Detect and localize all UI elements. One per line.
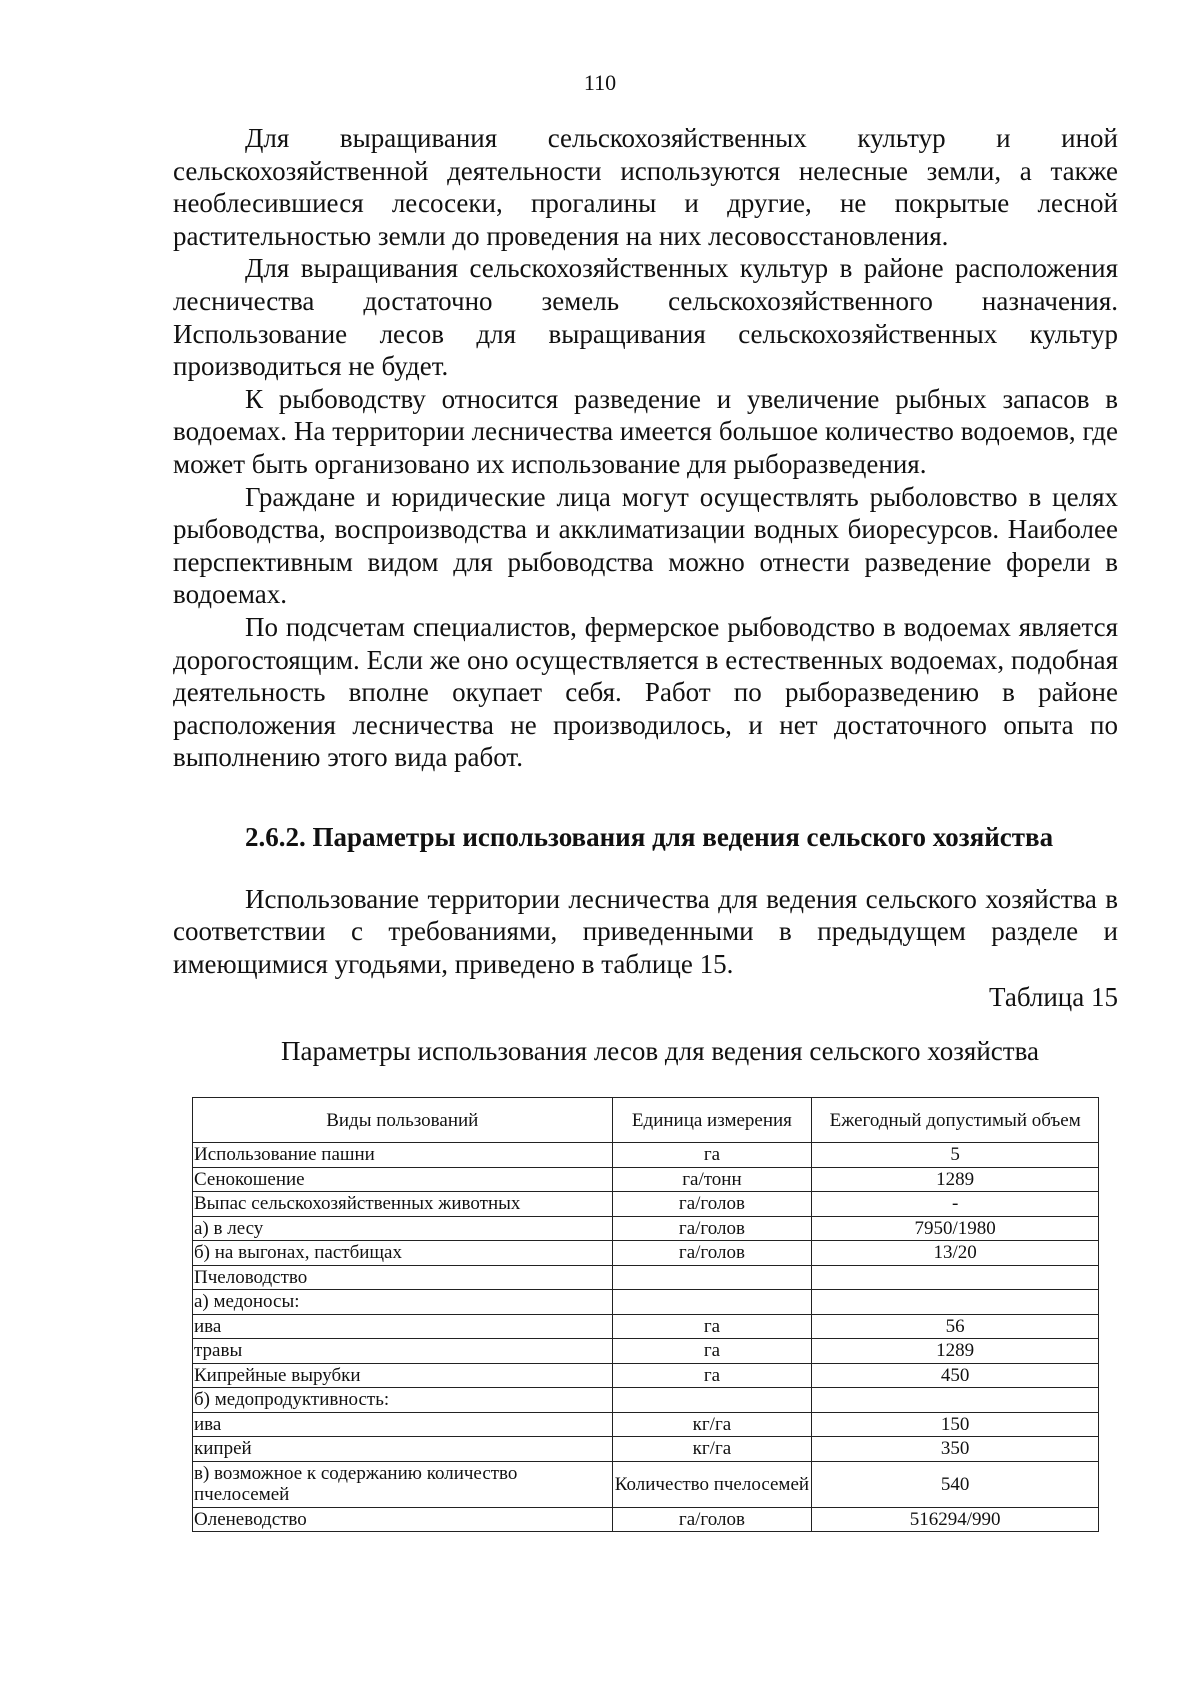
- table-row: [193, 1167, 1099, 1192]
- table-number: Таблица 15: [989, 981, 1118, 1012]
- header-annual-volume: Ежегодный допустимый объем: [812, 1098, 1099, 1143]
- cell-volume: 13/20: [812, 1241, 1099, 1266]
- cell-volume: 540: [812, 1461, 1099, 1507]
- cell-usage-type: кипрей: [193, 1437, 613, 1462]
- table-row: [193, 1314, 1099, 1339]
- table-row: [193, 1461, 1099, 1507]
- table-row: [193, 1241, 1099, 1266]
- cell-unit: кг/га: [612, 1437, 812, 1462]
- table-row: [193, 1388, 1099, 1413]
- cell-usage-type: Выпас сельскохозяйственных животных: [193, 1192, 613, 1217]
- table-row: [193, 1437, 1099, 1462]
- paragraph: По подсчетам специалистов, фермерское рыбоводство в водоемах является дорогостоящим. Если же оно осуществляется в естественных водоемах, подобная деятельность вполне окупает себя. Работ по рыборазведению в районе расположения лесничества не производилось, и нет достаточного опыта по выполнению этого вида работ.: [173, 611, 1118, 773]
- cell-volume: 350: [812, 1437, 1099, 1462]
- cell-unit: [612, 1388, 812, 1413]
- cell-usage-type: Использование пашни: [193, 1143, 613, 1168]
- cell-usage-type: Оленеводство: [193, 1507, 613, 1532]
- table-caption: Параметры использования лесов для ведения сельского хозяйства: [281, 1036, 1039, 1067]
- cell-unit: [612, 1290, 812, 1315]
- cell-volume: [812, 1265, 1099, 1290]
- cell-volume: [812, 1388, 1099, 1413]
- page-number: 110: [583, 70, 617, 95]
- cell-usage-type: в) возможное к содержанию количество пчелосемей: [193, 1461, 613, 1507]
- table-row: [193, 1412, 1099, 1437]
- cell-usage-type: травы: [193, 1339, 613, 1364]
- cell-unit: га: [612, 1363, 812, 1388]
- parameters-table: [192, 1097, 1099, 1532]
- cell-unit: кг/га: [612, 1412, 812, 1437]
- cell-unit: га/тонн: [612, 1167, 812, 1192]
- cell-usage-type: Сенокошение: [193, 1167, 613, 1192]
- cell-volume: 516294/990: [812, 1507, 1099, 1532]
- paragraph: Для выращивания сельскохозяйственных культур и иной сельскохозяйственной деятельности используются нелесные земли, а также необлесившиеся лесосеки, прогалины и другие, не покрытые лесной растительностью земли до проведения на них лесовосстановления.: [173, 123, 1118, 251]
- cell-volume: 1289: [812, 1167, 1099, 1192]
- header-unit: Единица измерения: [612, 1098, 812, 1143]
- cell-unit: га: [612, 1339, 812, 1364]
- cell-unit: га/голов: [612, 1241, 812, 1266]
- cell-usage-type: ива: [193, 1412, 613, 1437]
- table-header-row: [193, 1098, 1099, 1143]
- cell-volume: 1289: [812, 1339, 1099, 1364]
- cell-volume: [812, 1290, 1099, 1315]
- cell-unit: га/голов: [612, 1192, 812, 1217]
- cell-usage-type: Кипрейные вырубки: [193, 1363, 613, 1388]
- paragraph: Использование территории лесничества для ведения сельского хозяйства в соответствии с требованиями, приведенными в предыдущем разделе и имеющимися угодьями, приведено в таблице 15.: [173, 883, 1118, 980]
- cell-volume: 150: [812, 1412, 1099, 1437]
- table-row: [193, 1290, 1099, 1315]
- body-text: [173, 122, 1118, 1067]
- cell-usage-type: б) медопродуктивность:: [193, 1388, 613, 1413]
- table-row: [193, 1265, 1099, 1290]
- table-row: [193, 1507, 1099, 1532]
- table-row: [193, 1339, 1099, 1364]
- header-usage-type: Виды пользований: [193, 1098, 613, 1143]
- cell-usage-type: а) в лесу: [193, 1216, 613, 1241]
- table-row: [193, 1363, 1099, 1388]
- cell-volume: 56: [812, 1314, 1099, 1339]
- cell-usage-type: б) на выгонах, пастбищах: [193, 1241, 613, 1266]
- cell-volume: -: [812, 1192, 1099, 1217]
- cell-volume: 450: [812, 1363, 1099, 1388]
- table-row: [193, 1143, 1099, 1168]
- paragraph: К рыбоводству относится разведение и увеличение рыбных запасов в водоемах. На территории лесничества имеется большое количество водоемов, где может быть организовано их использование для рыборазведения.: [173, 383, 1118, 479]
- cell-volume: 5: [812, 1143, 1099, 1168]
- table-row: [193, 1216, 1099, 1241]
- cell-usage-type: ива: [193, 1314, 613, 1339]
- section-heading: 2.6.2. Параметры использования для ведения сельского хозяйства: [245, 821, 1054, 852]
- cell-unit: га/голов: [612, 1507, 812, 1532]
- cell-usage-type: а) медоносы:: [193, 1290, 613, 1315]
- cell-unit: га/голов: [612, 1216, 812, 1241]
- cell-usage-type: Пчеловодство: [193, 1265, 613, 1290]
- cell-unit: [612, 1265, 812, 1290]
- table-row: [193, 1192, 1099, 1217]
- cell-volume: 7950/1980: [812, 1216, 1099, 1241]
- cell-unit: Количество пчелосемей: [612, 1461, 812, 1507]
- cell-unit: га: [612, 1314, 812, 1339]
- paragraph: Граждане и юридические лица могут осуществлять рыболовство в целях рыбоводства, воспроизводства и акклиматизации водных биоресурсов. Наиболее перспективным видом для рыбоводства можно отнести разведение форели в водоемах.: [173, 481, 1118, 610]
- cell-unit: га: [612, 1143, 812, 1168]
- paragraph: Для выращивания сельскохозяйственных культур в районе расположения лесничества достаточно земель сельскохозяйственного назначения. Использование лесов для выращивания сельскохозяйственных культур производиться не будет.: [173, 253, 1118, 382]
